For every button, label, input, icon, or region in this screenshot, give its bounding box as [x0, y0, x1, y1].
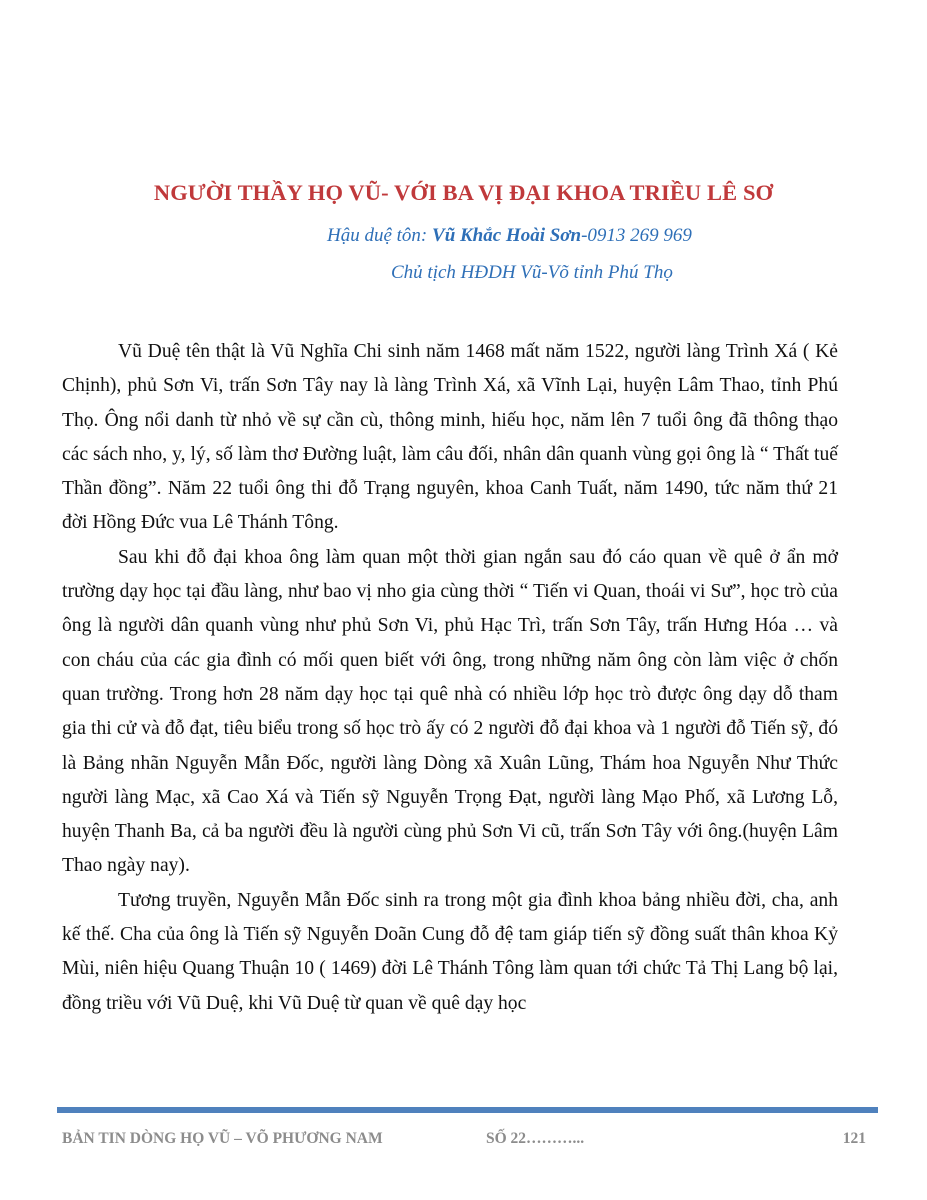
author-prefix: Hậu duệ tôn:: [327, 225, 433, 246]
paragraph-3: Tương truyền, Nguyễn Mẫn Đốc sinh ra trong một gia đình khoa bảng nhiều đời, cha, anh kế thế. Cha của ông là Tiến sỹ Nguyễn Doãn Cung đỗ đệ tam giáp tiến sỹ đồng suất thân khoa Kỷ Mùi, niên hiệu Quang Thuận 10 ( 1469) đời Lê Thánh Tông làm quan tới chức Tả Thị Lang bộ lại, đồng triều với Vũ Duệ, khi Vũ Duệ từ quan về quê dạy học: [62, 889, 838, 1014]
article-title: NGƯỜI THẦY HỌ VŨ- VỚI BA VỊ ĐẠI KHOA TRIỀU LÊ SƠ: [153, 180, 774, 205]
paragraph-1: Vũ Duệ tên thật là Vũ Nghĩa Chi sinh năm 1468 mất năm 1522, người làng Trình Xá ( Kẻ Chịnh), phủ Sơn Vi, trấn Sơn Tây nay là làng Trình Xá, xã Vĩnh Lại, huyện Lâm Thao, tỉnh Phú Thọ. Ông nổi danh từ nhỏ về sự cần cù, thông minh, hiếu học, năm lên 7 tuổi ông đã thông thạo các sách nho, y, lý, số làm thơ Đường luật, làm câu đối, nhân dân quanh vùng gọi ông là “ Thất tuế Thần đồng”. Năm 22 tuổi ông thi đỗ Trạng nguyên, khoa Canh Tuất, năm 1490, tức năm thứ 21 đời Hồng Đức vua Lê Thánh Tông.: [62, 341, 838, 534]
author-name: Vũ Khắc Hoài Sơn: [432, 225, 582, 246]
author-phone: -0913 269 969: [581, 225, 692, 246]
author-byline: [327, 225, 692, 247]
footer-publication: BẢN TIN DÒNG HỌ VŨ – VÕ PHƯƠNG NAM: [62, 1130, 383, 1147]
page-number: 121: [842, 1130, 866, 1147]
footer-divider: [57, 1107, 878, 1113]
footer-issue: SỐ 22………...: [486, 1130, 585, 1147]
paragraph-2: Sau khi đỗ đại khoa ông làm quan một thời gian ngắn sau đó cáo quan về quê ở ẩn mở trường dạy học tại đầu làng, như bao vị nho gia cùng thời “ Tiến vi Quan, thoái vi Sư”, học trò của ông là người dân quanh vùng như phủ Sơn Vi, phủ Hạc Trì, trấn Sơn Tây, trấn Hưng Hóa … và con cháu của các gia đình có mối quen biết với ông, trong những năm ông còn làm việc ở chốn quan trường. Trong hơn 28 năm dạy học tại quê nhà có nhiều lớp học trò được ông dạy dỗ tham gia thi cử và đỗ đạt, tiêu biểu trong số học trò ấy có 2 người đỗ đại khoa và 1 người đỗ Tiến sỹ, đó là Bảng nhãn Nguyễn Mẫn Đốc, người làng Dòng xã Xuân Lũng, Thám hoa Nguyễn Như Thức người làng Mạc, xã Cao Xá và Tiến sỹ Nguyễn Trọng Đạt, người làng Mạo Phố, xã Lương Lỗ, huyện Thanh Ba, cả ba người đều là người cùng phủ Sơn Vi cũ, trấn Sơn Tây với ông.(huyện Lâm Thao ngày nay).: [62, 546, 838, 877]
author-role: Chủ tịch HĐDH Vũ-Võ tỉnh Phú Thọ: [391, 262, 673, 283]
article-body: [62, 335, 838, 1021]
